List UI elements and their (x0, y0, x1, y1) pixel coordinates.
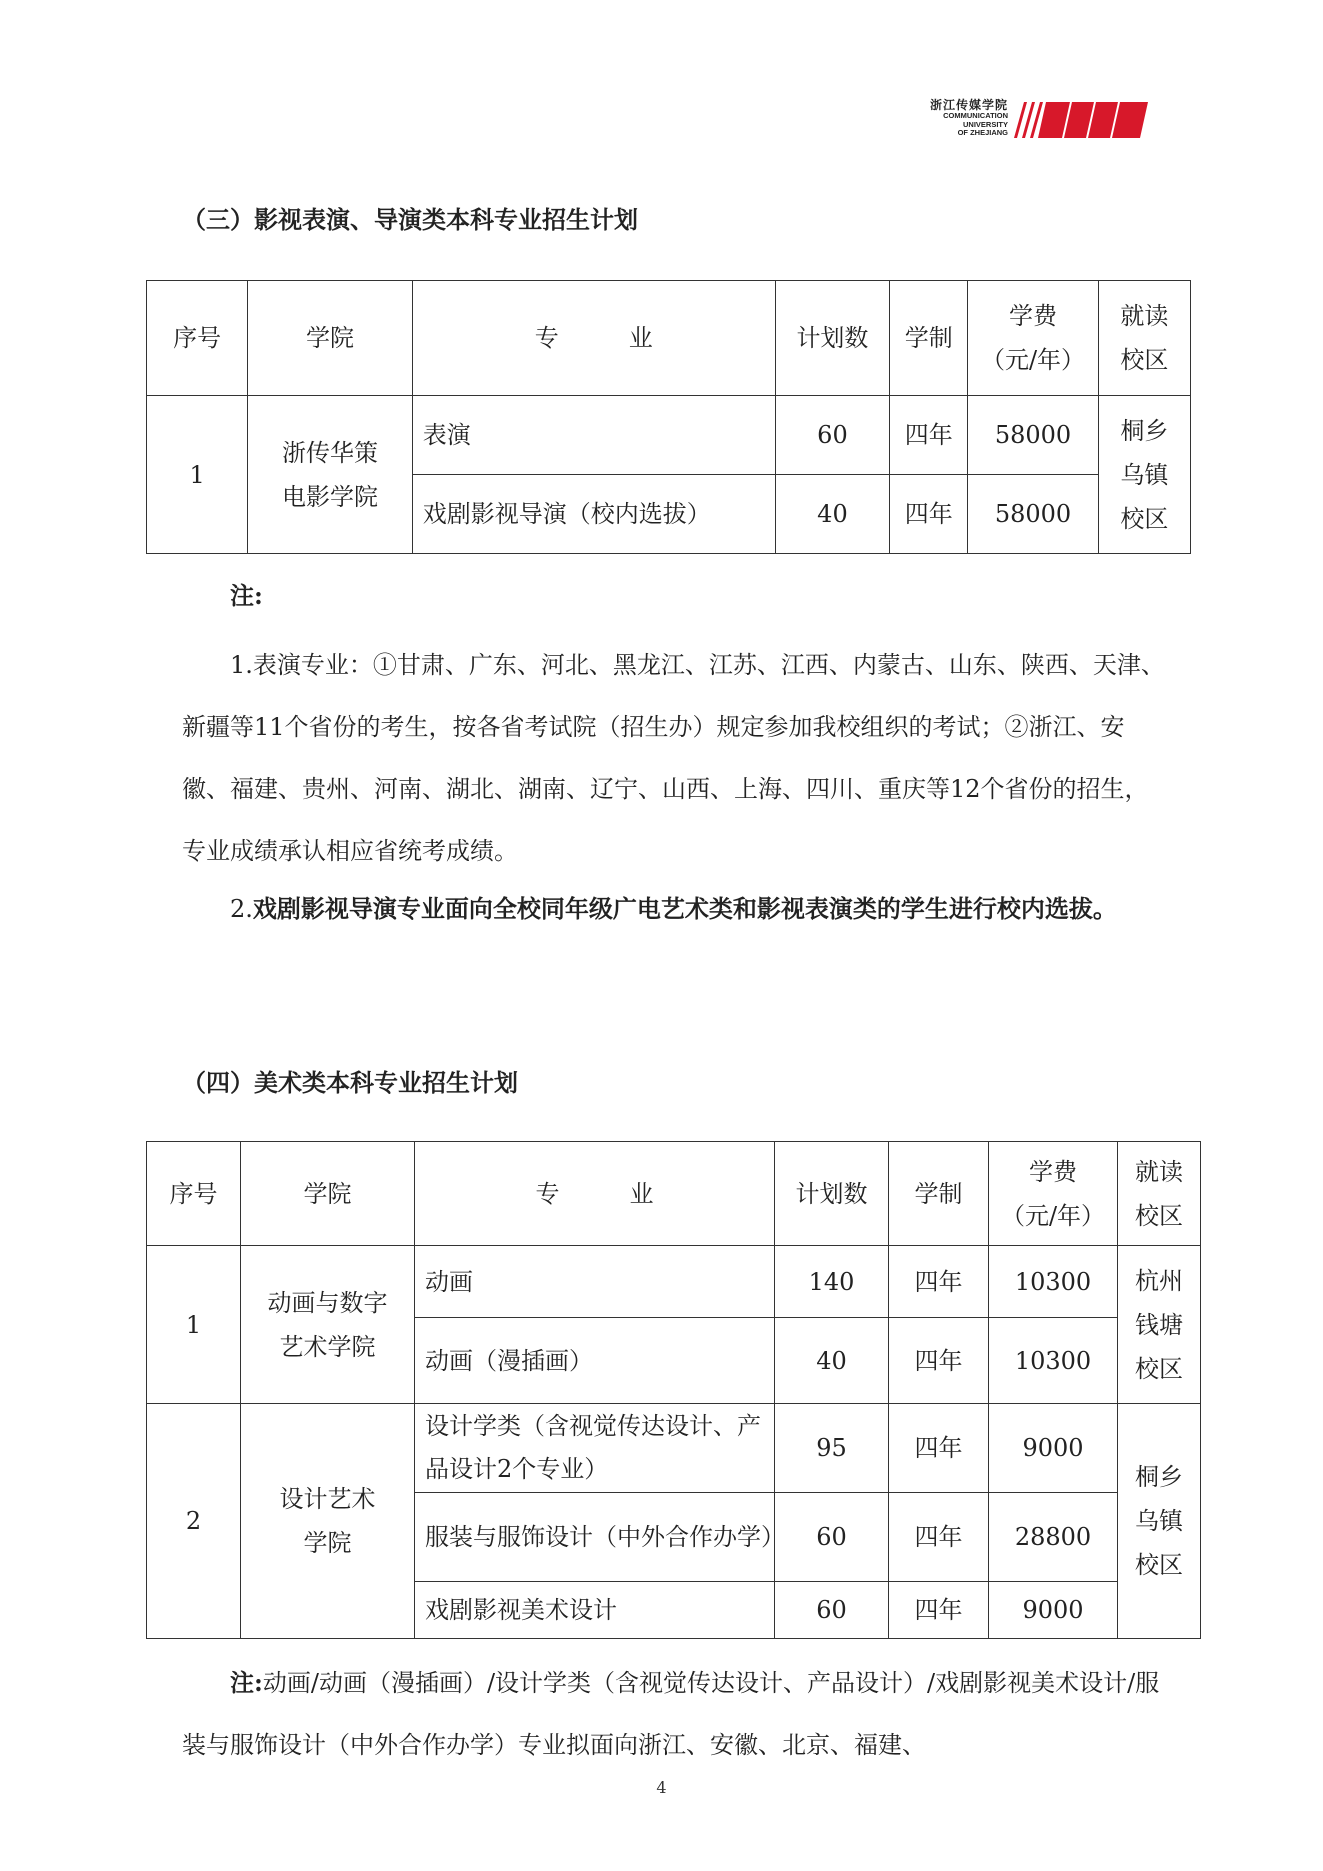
note2-number: 2. (230, 895, 253, 923)
cell-fee: 58000 (968, 396, 1098, 475)
page-number: 4 (656, 1778, 667, 1797)
header-fee (968, 281, 1098, 396)
cell-major: 服装与服饰设计（中外合作办学） (415, 1493, 775, 1582)
cell-duration: 四年 (890, 396, 968, 475)
cell-college (241, 1404, 415, 1639)
cell-campus-line1: 桐乡 (1120, 416, 1169, 445)
header-campus (1118, 1142, 1201, 1246)
cell-college-line1: 浙传华策 (282, 438, 379, 467)
cell-fee: 10300 (989, 1246, 1118, 1318)
cell-campus-line1: 桐乡 (1135, 1463, 1183, 1491)
cell-major: 设计学类（含视觉传达设计、产品设计2个专业） (415, 1404, 775, 1493)
cell-college-line2: 学院 (303, 1529, 352, 1557)
cell-plan: 60 (775, 1582, 889, 1639)
header-duration: 学制 (889, 1142, 989, 1246)
header-plan: 计划数 (775, 1142, 889, 1246)
header-campus-line2: 校区 (1135, 1201, 1183, 1230)
cell-campus-line1: 杭州 (1135, 1266, 1183, 1295)
cell-duration: 四年 (890, 475, 968, 554)
cell-duration: 四年 (889, 1582, 989, 1639)
section3-title: （三）影视表演、导演类本科专业招生计划 (182, 205, 638, 234)
section4-note-label: 注: (230, 1668, 263, 1697)
cell-college-line1: 动画与数字 (267, 1288, 388, 1317)
logo-en-2: UNIVERSITY (962, 119, 1008, 129)
header-major-text: 专业 (535, 1179, 724, 1208)
header-no: 序号 (147, 281, 248, 396)
cell-campus (1118, 1404, 1201, 1639)
header-major (415, 1142, 775, 1246)
cell-campus-line3: 校区 (1135, 1551, 1183, 1579)
cell-no: 1 (147, 396, 248, 554)
logo-cn: 浙江传媒学院 (929, 98, 1008, 112)
cell-college-line2: 电影学院 (282, 482, 379, 511)
header-major-text: 专业 (534, 324, 723, 352)
table-row (147, 396, 1191, 475)
cell-plan: 60 (775, 396, 889, 475)
cell-campus-line3: 校区 (1120, 504, 1169, 533)
header-campus-line2: 校区 (1120, 346, 1169, 374)
cell-campus-line3: 校区 (1135, 1354, 1183, 1383)
cell-plan: 40 (775, 1318, 889, 1404)
section4-title: （四）美术类本科专业招生计划 (182, 1068, 518, 1097)
header-college: 学院 (241, 1142, 415, 1246)
cell-major: 戏剧影视美术设计 (415, 1582, 775, 1639)
cell-college (241, 1246, 415, 1404)
cell-duration: 四年 (889, 1404, 989, 1493)
cell-campus (1098, 396, 1190, 554)
header-plan: 计划数 (775, 281, 889, 396)
cell-fee: 10300 (989, 1318, 1118, 1404)
header-fee-line1: 学费 (1029, 1157, 1077, 1186)
cell-major: 表演 (412, 396, 775, 475)
cell-campus (1118, 1246, 1201, 1404)
cell-no: 1 (147, 1246, 241, 1404)
cell-duration: 四年 (889, 1246, 989, 1318)
section4-note (182, 1652, 1172, 1776)
section3-note-label: 注: (230, 581, 263, 610)
header-no: 序号 (147, 1142, 241, 1246)
cell-plan: 140 (775, 1246, 889, 1318)
logo-mark-icon (1010, 98, 1148, 142)
cell-fee: 9000 (989, 1404, 1118, 1493)
header-fee-line2: （元/年） (980, 346, 1086, 374)
cell-college-line1: 设计艺术 (279, 1485, 376, 1513)
cell-college-line2: 艺术学院 (279, 1332, 376, 1361)
header-duration: 学制 (890, 281, 968, 396)
header-major (412, 281, 775, 396)
logo-text (912, 98, 1008, 138)
note2-text: 戏剧影视导演专业面向全校同年级广电艺术类和影视表演类的学生进行校内选拔。 (252, 894, 1117, 923)
cell-fee: 9000 (989, 1582, 1118, 1639)
header-campus-line1: 就读 (1135, 1157, 1183, 1186)
cell-duration: 四年 (889, 1493, 989, 1582)
header-campus (1098, 281, 1190, 396)
cell-major: 戏剧影视导演（校内选拔） (412, 475, 775, 554)
cell-campus-line2: 钱塘 (1135, 1310, 1183, 1339)
cell-college (248, 396, 412, 554)
university-logo (912, 98, 1148, 142)
cell-fee: 28800 (989, 1493, 1118, 1582)
table-row (147, 1404, 1201, 1493)
cell-plan: 40 (775, 475, 889, 554)
cell-no: 2 (147, 1404, 241, 1639)
cell-plan: 60 (775, 1493, 889, 1582)
cell-major: 动画 (415, 1246, 775, 1318)
logo-en-3: OF ZHEJIANG (957, 128, 1008, 137)
cell-plan: 95 (775, 1404, 889, 1493)
section4-note-text: 动画/动画（漫插画）/设计学类（含视觉传达设计、产品设计）/戏剧影视美术设计/服装与服饰设计（中外合作办学）专业拟面向浙江、安徽、北京、福建、 (182, 1669, 1160, 1759)
header-college: 学院 (248, 281, 412, 396)
table-row (147, 1246, 1201, 1318)
header-fee-line1: 学费 (1009, 302, 1057, 330)
section3-note1: 1.表演专业：①甘肃、广东、河北、黑龙江、江苏、江西、内蒙古、山东、陕西、天津、新疆等11个省份的考生，按各省考试院（招生办）规定参加我校组织的考试；②浙江、安徽、福建、贵州、河南、湖北、湖南、辽宁、山西、上海、四川、重庆等12个省份的招生，专业成绩承认相应省统考成绩。 (182, 651, 1165, 865)
cell-major: 动画（漫插画） (415, 1318, 775, 1404)
cell-campus-line2: 乌镇 (1120, 460, 1169, 489)
section4-table (146, 1141, 1201, 1639)
cell-fee: 58000 (968, 475, 1098, 554)
section3-note2 (182, 878, 1172, 940)
table-header-row (147, 1142, 1201, 1246)
logo-en-1: COMMUNICATION (943, 111, 1008, 120)
table-header-row (147, 281, 1191, 396)
header-fee-line2: （元/年） (1000, 1201, 1106, 1230)
cell-duration: 四年 (889, 1318, 989, 1404)
header-campus-line1: 就读 (1120, 302, 1169, 330)
section3-table (146, 280, 1191, 554)
header-fee (989, 1142, 1118, 1246)
cell-campus-line2: 乌镇 (1135, 1507, 1183, 1535)
